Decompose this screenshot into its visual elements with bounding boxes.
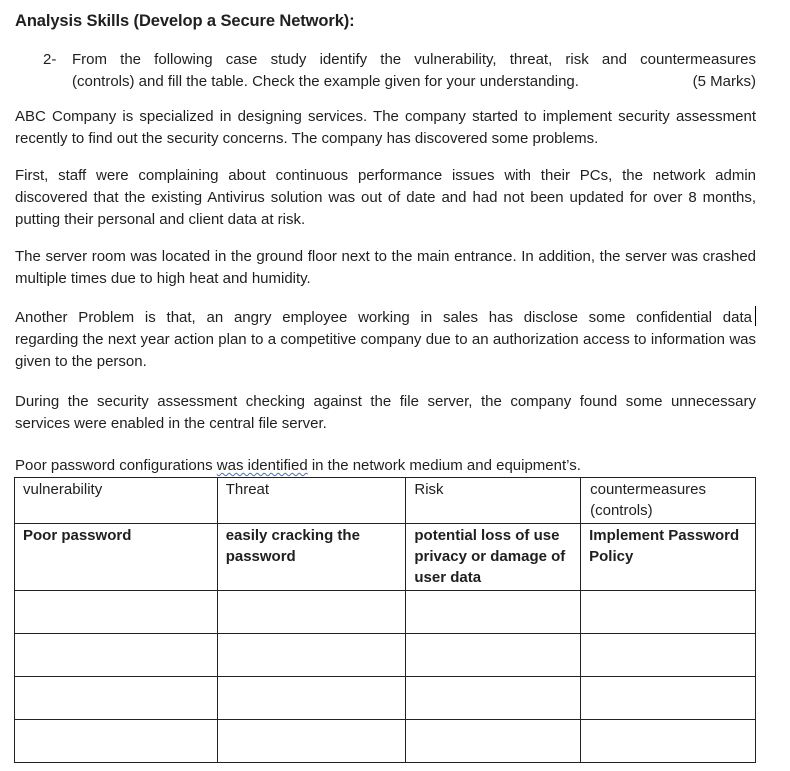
table-row	[15, 634, 756, 677]
header-countermeasures[interactable]: countermeasures (controls)	[581, 478, 756, 524]
table-cell[interactable]	[581, 720, 756, 763]
page-title: Analysis Skills (Develop a Secure Network):	[15, 12, 355, 30]
table-cell[interactable]	[15, 634, 218, 677]
table-intro[interactable]	[15, 456, 581, 476]
table-cell[interactable]	[15, 591, 218, 634]
header-vulnerability[interactable]: vulnerability	[15, 478, 218, 524]
header-threat[interactable]: Threat	[217, 478, 406, 524]
table-intro-after: in the network medium and equipment’s.	[307, 457, 581, 474]
table-cell[interactable]	[217, 634, 406, 677]
table-cell[interactable]	[406, 591, 581, 634]
paragraph-employee-rest: regarding the next year action plan to a competitive company due to an authorization access to information was given to the person.	[15, 331, 756, 370]
paragraph-intro[interactable]: ABC Company is specialized in designing services. The company started to implement security assessment recently to find out the security concerns. The company has discovered some problems.	[15, 108, 756, 147]
table-cell[interactable]	[581, 677, 756, 720]
analysis-table	[14, 477, 756, 763]
table-intro-before: Poor password configurations	[15, 457, 217, 474]
table-row	[15, 591, 756, 634]
table-header-row	[15, 478, 756, 524]
table-cell[interactable]	[217, 720, 406, 763]
table-cell[interactable]	[15, 720, 218, 763]
paragraph-file-server[interactable]: During the security assessment checking against the file server, the company found some unnecessary services were enabled in the central file server.	[15, 393, 756, 432]
paragraph-server-room[interactable]: The server room was located in the ground floor next to the main entrance. In addition, the server was crashed multiple times due to high heat and humidity.	[15, 248, 756, 287]
table-cell[interactable]	[581, 591, 756, 634]
table-cell[interactable]	[406, 720, 581, 763]
table-cell[interactable]	[217, 591, 406, 634]
table-row	[15, 720, 756, 763]
question-number: 2-	[43, 51, 57, 68]
cell-countermeasure[interactable]: Implement Password Policy	[581, 524, 756, 591]
table-row-example	[15, 524, 756, 591]
header-risk[interactable]: Risk	[406, 478, 581, 524]
cell-risk[interactable]: potential loss of use privacy or damage of user data	[406, 524, 581, 591]
question-text-line2: (controls) and fill the table. Check the example given for your understanding.	[72, 73, 579, 90]
table-cell[interactable]	[406, 634, 581, 677]
question-text-line1: From the following case study identify the vulnerability, threat, risk and countermeasures	[72, 51, 756, 68]
paragraph-antivirus[interactable]: First, staff were complaining about continuous performance issues with their PCs, the network admin discovered that the existing Antivirus solution was out of date and had not been updated for over 8 months, putting their personal and client data at risk.	[15, 167, 756, 228]
cell-vulnerability[interactable]: Poor password	[15, 524, 218, 591]
grammar-flag[interactable]: was identified	[216, 457, 308, 474]
table-cell[interactable]	[406, 677, 581, 720]
paragraph-employee[interactable]	[15, 306, 756, 373]
table-cell[interactable]	[217, 677, 406, 720]
table-row	[15, 677, 756, 720]
question-block	[43, 49, 756, 93]
cell-threat[interactable]: easily cracking the password	[217, 524, 406, 591]
table-cell[interactable]	[15, 677, 218, 720]
text-cursor	[755, 306, 756, 326]
question-line2	[72, 71, 756, 93]
question-marks: (5 Marks)	[692, 73, 756, 90]
table-cell[interactable]	[581, 634, 756, 677]
paragraph-employee-line1: Another Problem is that, an angry employee working in sales has disclose some confidential data	[15, 309, 752, 326]
